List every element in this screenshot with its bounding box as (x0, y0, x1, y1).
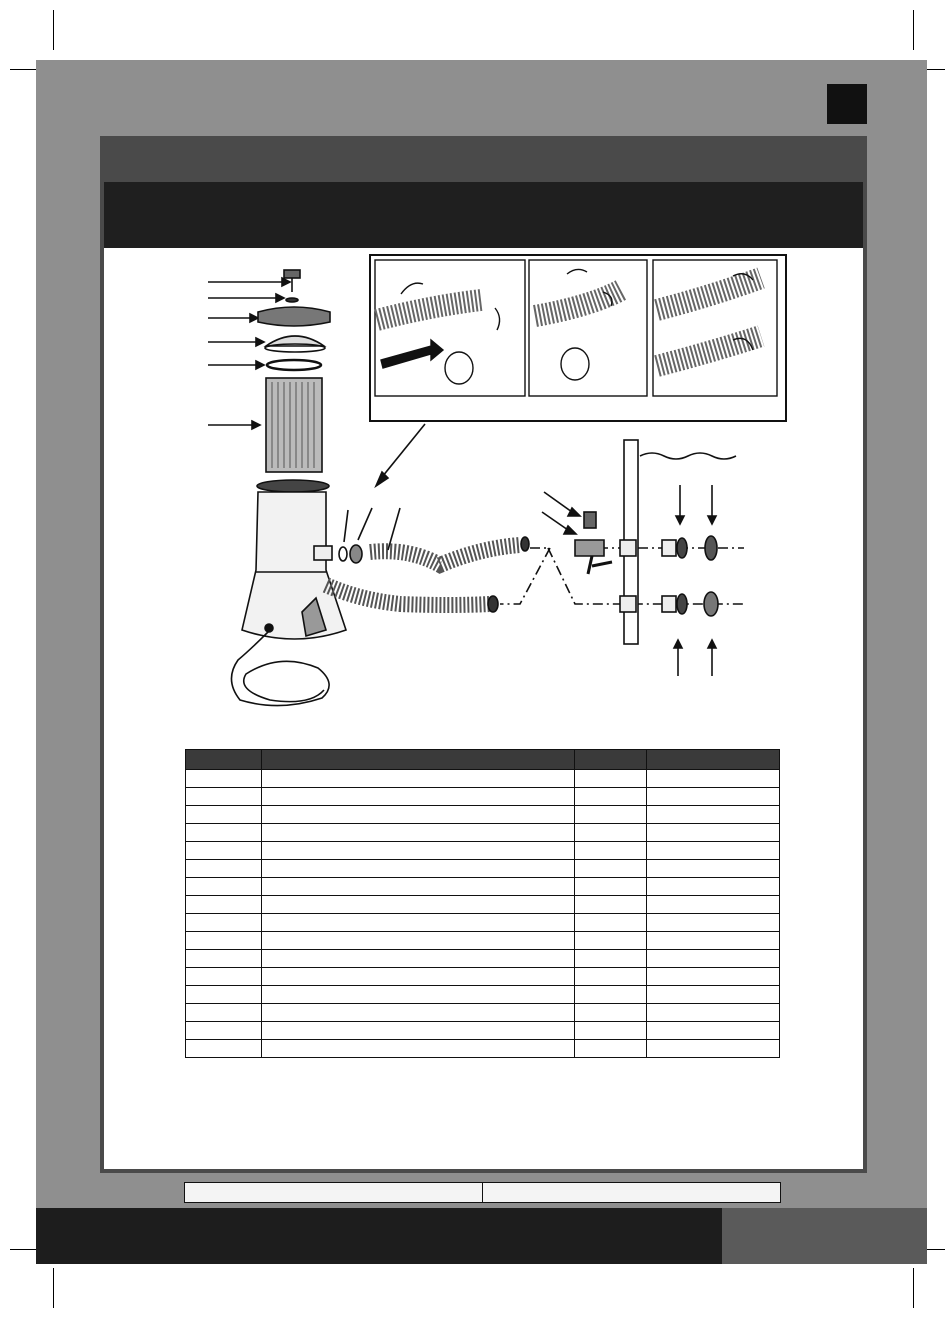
table-row (186, 770, 780, 788)
table-cell (186, 788, 262, 806)
table-row (186, 842, 780, 860)
table-row (186, 986, 780, 1004)
table-cell (186, 806, 262, 824)
table-cell (186, 1022, 262, 1040)
table-cell (647, 806, 780, 824)
table-cell (575, 806, 647, 824)
column-header (262, 750, 575, 770)
table-row (186, 1004, 780, 1022)
table-cell (647, 770, 780, 788)
table-cell (647, 986, 780, 1004)
table-cell (262, 878, 575, 896)
table-cell (262, 932, 575, 950)
section-title-bar (104, 182, 863, 248)
crop-mark (53, 10, 54, 50)
table-cell (186, 932, 262, 950)
table-cell (575, 950, 647, 968)
table-cell (575, 842, 647, 860)
section-header-bar (100, 136, 867, 182)
table-cell (186, 1004, 262, 1022)
table-cell (262, 950, 575, 968)
table-cell (647, 932, 780, 950)
table-cell (262, 1004, 575, 1022)
table-cell (186, 860, 262, 878)
table-cell (262, 1022, 575, 1040)
table-row (186, 824, 780, 842)
table-cell (647, 824, 780, 842)
table-cell (575, 824, 647, 842)
table-cell (575, 896, 647, 914)
table-cell (262, 914, 575, 932)
table-cell (262, 860, 575, 878)
corner-marker (827, 84, 867, 124)
table-cell (262, 770, 575, 788)
table-cell (575, 1022, 647, 1040)
crop-mark (913, 10, 914, 50)
table-cell (186, 770, 262, 788)
table-row (186, 878, 780, 896)
table-cell (647, 1040, 780, 1058)
footer-left-cell (185, 1183, 483, 1202)
table-cell (186, 878, 262, 896)
table-cell (186, 824, 262, 842)
table-cell (575, 986, 647, 1004)
table-row (186, 806, 780, 824)
table-cell (647, 860, 780, 878)
table-cell (647, 1004, 780, 1022)
table-cell (262, 806, 575, 824)
table-cell (647, 788, 780, 806)
table-cell (575, 932, 647, 950)
table-row (186, 1022, 780, 1040)
table-cell (647, 842, 780, 860)
table-cell (647, 878, 780, 896)
parts-list-table (185, 749, 780, 1058)
column-header (647, 750, 780, 770)
table-cell (262, 842, 575, 860)
column-header (575, 750, 647, 770)
table-cell (186, 986, 262, 1004)
table-row (186, 788, 780, 806)
table-cell (647, 1022, 780, 1040)
table-cell (186, 842, 262, 860)
table-cell (262, 986, 575, 1004)
table-row (186, 950, 780, 968)
table-cell (575, 1040, 647, 1058)
table-cell (186, 914, 262, 932)
hose-connection-steps (371, 256, 785, 420)
crop-mark (913, 1268, 914, 1308)
table-cell (575, 914, 647, 932)
column-header (186, 750, 262, 770)
table-cell (186, 1040, 262, 1058)
table-cell (575, 770, 647, 788)
table-cell (186, 968, 262, 986)
table-cell (575, 1004, 647, 1022)
table-cell (186, 950, 262, 968)
table-cell (262, 788, 575, 806)
table-cell (575, 968, 647, 986)
table-cell (262, 968, 575, 986)
table-row (186, 896, 780, 914)
crop-mark (53, 1268, 54, 1308)
table-cell (647, 914, 780, 932)
table-cell (186, 896, 262, 914)
table-cell (262, 896, 575, 914)
table-cell (262, 1040, 575, 1058)
table-cell (647, 968, 780, 986)
footer-right-cell (483, 1183, 780, 1202)
table-row (186, 1040, 780, 1058)
footer-bar (36, 1208, 722, 1264)
table-cell (647, 896, 780, 914)
table-row (186, 968, 780, 986)
table-cell (575, 788, 647, 806)
table-row (186, 914, 780, 932)
table-cell (262, 824, 575, 842)
table-header-row (186, 750, 780, 770)
footer-info-box (184, 1182, 781, 1203)
table-row (186, 932, 780, 950)
table-cell (575, 860, 647, 878)
table-cell (575, 878, 647, 896)
hose-connection-inset (369, 254, 787, 422)
table-cell (647, 950, 780, 968)
table-row (186, 860, 780, 878)
page-number-block (722, 1208, 927, 1264)
